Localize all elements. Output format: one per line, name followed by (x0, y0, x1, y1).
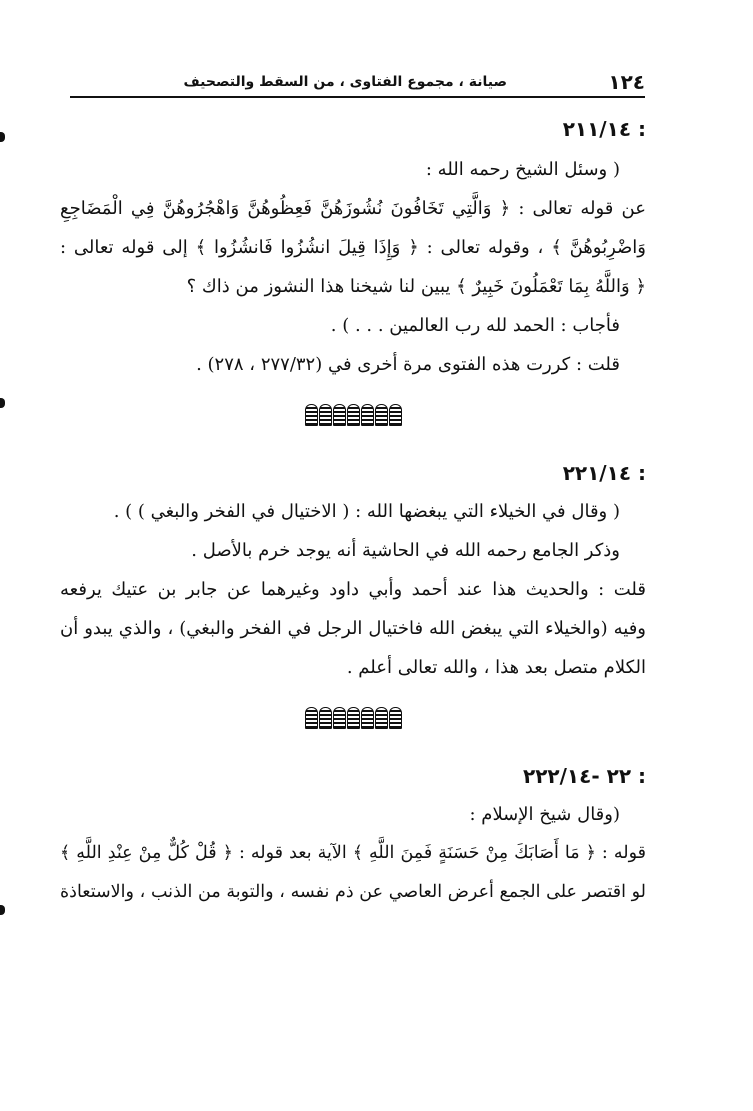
text-line: ( وسئل الشيخ رحمه الله : (425, 159, 620, 180)
scan-edge-mark (0, 398, 5, 408)
ornament-icon (319, 707, 332, 729)
text-line: ﴿ وَاللَّهُ بِمَا تَعْمَلُونَ خَبِيرٌ ﴾ يبين لنا شيخنا هذا النشوز من ذاك ؟ (186, 276, 646, 297)
ornament-icon (305, 707, 318, 729)
ornament-icon (389, 404, 402, 426)
page-header (70, 66, 645, 98)
text-line: ( وقال في الخيلاء التي يبغضها الله : ( الاختيال في الفخر والبغي ) ) . (113, 501, 620, 522)
ornament-icon (305, 404, 318, 426)
ornament-icon (375, 404, 388, 426)
scan-edge-mark (0, 905, 5, 915)
fatwa-reference: : ٢١١/١٤ (562, 117, 646, 141)
ornament-icon (347, 707, 360, 729)
text-line: الكلام متصل بعد هذا ، والله تعالى أعلم . (346, 657, 646, 678)
ornament-icon (319, 404, 332, 426)
text-line: وذكر الجامع رحمه الله في الحاشية أنه يوجد خرم بالأصل . (191, 540, 620, 561)
text-line: عن قوله تعالى : ﴿ وَالَّتِي تَخَافُونَ نُشُوزَهُنَّ فَعِظُوهُنَّ وَاهْجُرُوهُنَّ فِي الْمَضَاجِعِ (60, 198, 646, 219)
ornament-icon (389, 707, 402, 729)
text-line: وَاضْرِبُوهُنَّ ﴾ ، وقوله تعالى : ﴿ وَإِذَا قِيلَ انشُزُوا فَانشُزُوا ﴾ إلى قوله تعالى : (60, 237, 646, 258)
text-line: وفيه (والخيلاء التي يبغض الله فاختيال الرجل في الفخر والبغي) ، والذي يبدو أن (60, 618, 646, 639)
text-line: قوله : ﴿ مَا أَصَابَكَ مِنْ حَسَنَةٍ فَمِنَ اللَّهِ ﴾ الآية بعد قوله : ﴿ قُلْ كُلٌّ مِنْ عِنْدِ اللَّهِ ﴾ (60, 843, 646, 863)
fatwa-reference: : ٢٢ -٢٢٢/١٤ (523, 764, 646, 788)
text-line: (وقال شيخ الإسلام : (469, 804, 620, 825)
running-title: صيانة ، مجموع الفتاوى ، من السقط والتصحيف (183, 74, 507, 90)
fatwa-reference: : ٢٢١/١٤ (562, 461, 646, 485)
ornament-icon (361, 404, 374, 426)
ornament-icon (375, 707, 388, 729)
text-line: قلت : كررت هذه الفتوى مرة أخرى في (٢٧٧/٣٢ ، ٢٧٨) . (196, 354, 620, 375)
text-line: فأجاب : الحمد لله رب العالمين . . . ) . (330, 315, 620, 336)
ornament-icon (333, 707, 346, 729)
page-number: ١٢٤ (608, 70, 645, 94)
scan-edge-mark (0, 132, 5, 142)
page-body (60, 108, 646, 912)
section-ornament (60, 384, 646, 446)
text-line: قلت : والحديث هذا عند أحمد وأبي داود وغيرهما عن جابر بن عتيك يرفعه (60, 579, 646, 600)
ornament-icon (361, 707, 374, 729)
ornament-icon (333, 404, 346, 426)
ornament-icon (347, 404, 360, 426)
text-line: لو اقتصر على الجمع أعرض العاصي عن ذم نفسه ، والتوبة من الذنب ، والاستعاذة (60, 882, 646, 902)
section-ornament (60, 687, 646, 749)
